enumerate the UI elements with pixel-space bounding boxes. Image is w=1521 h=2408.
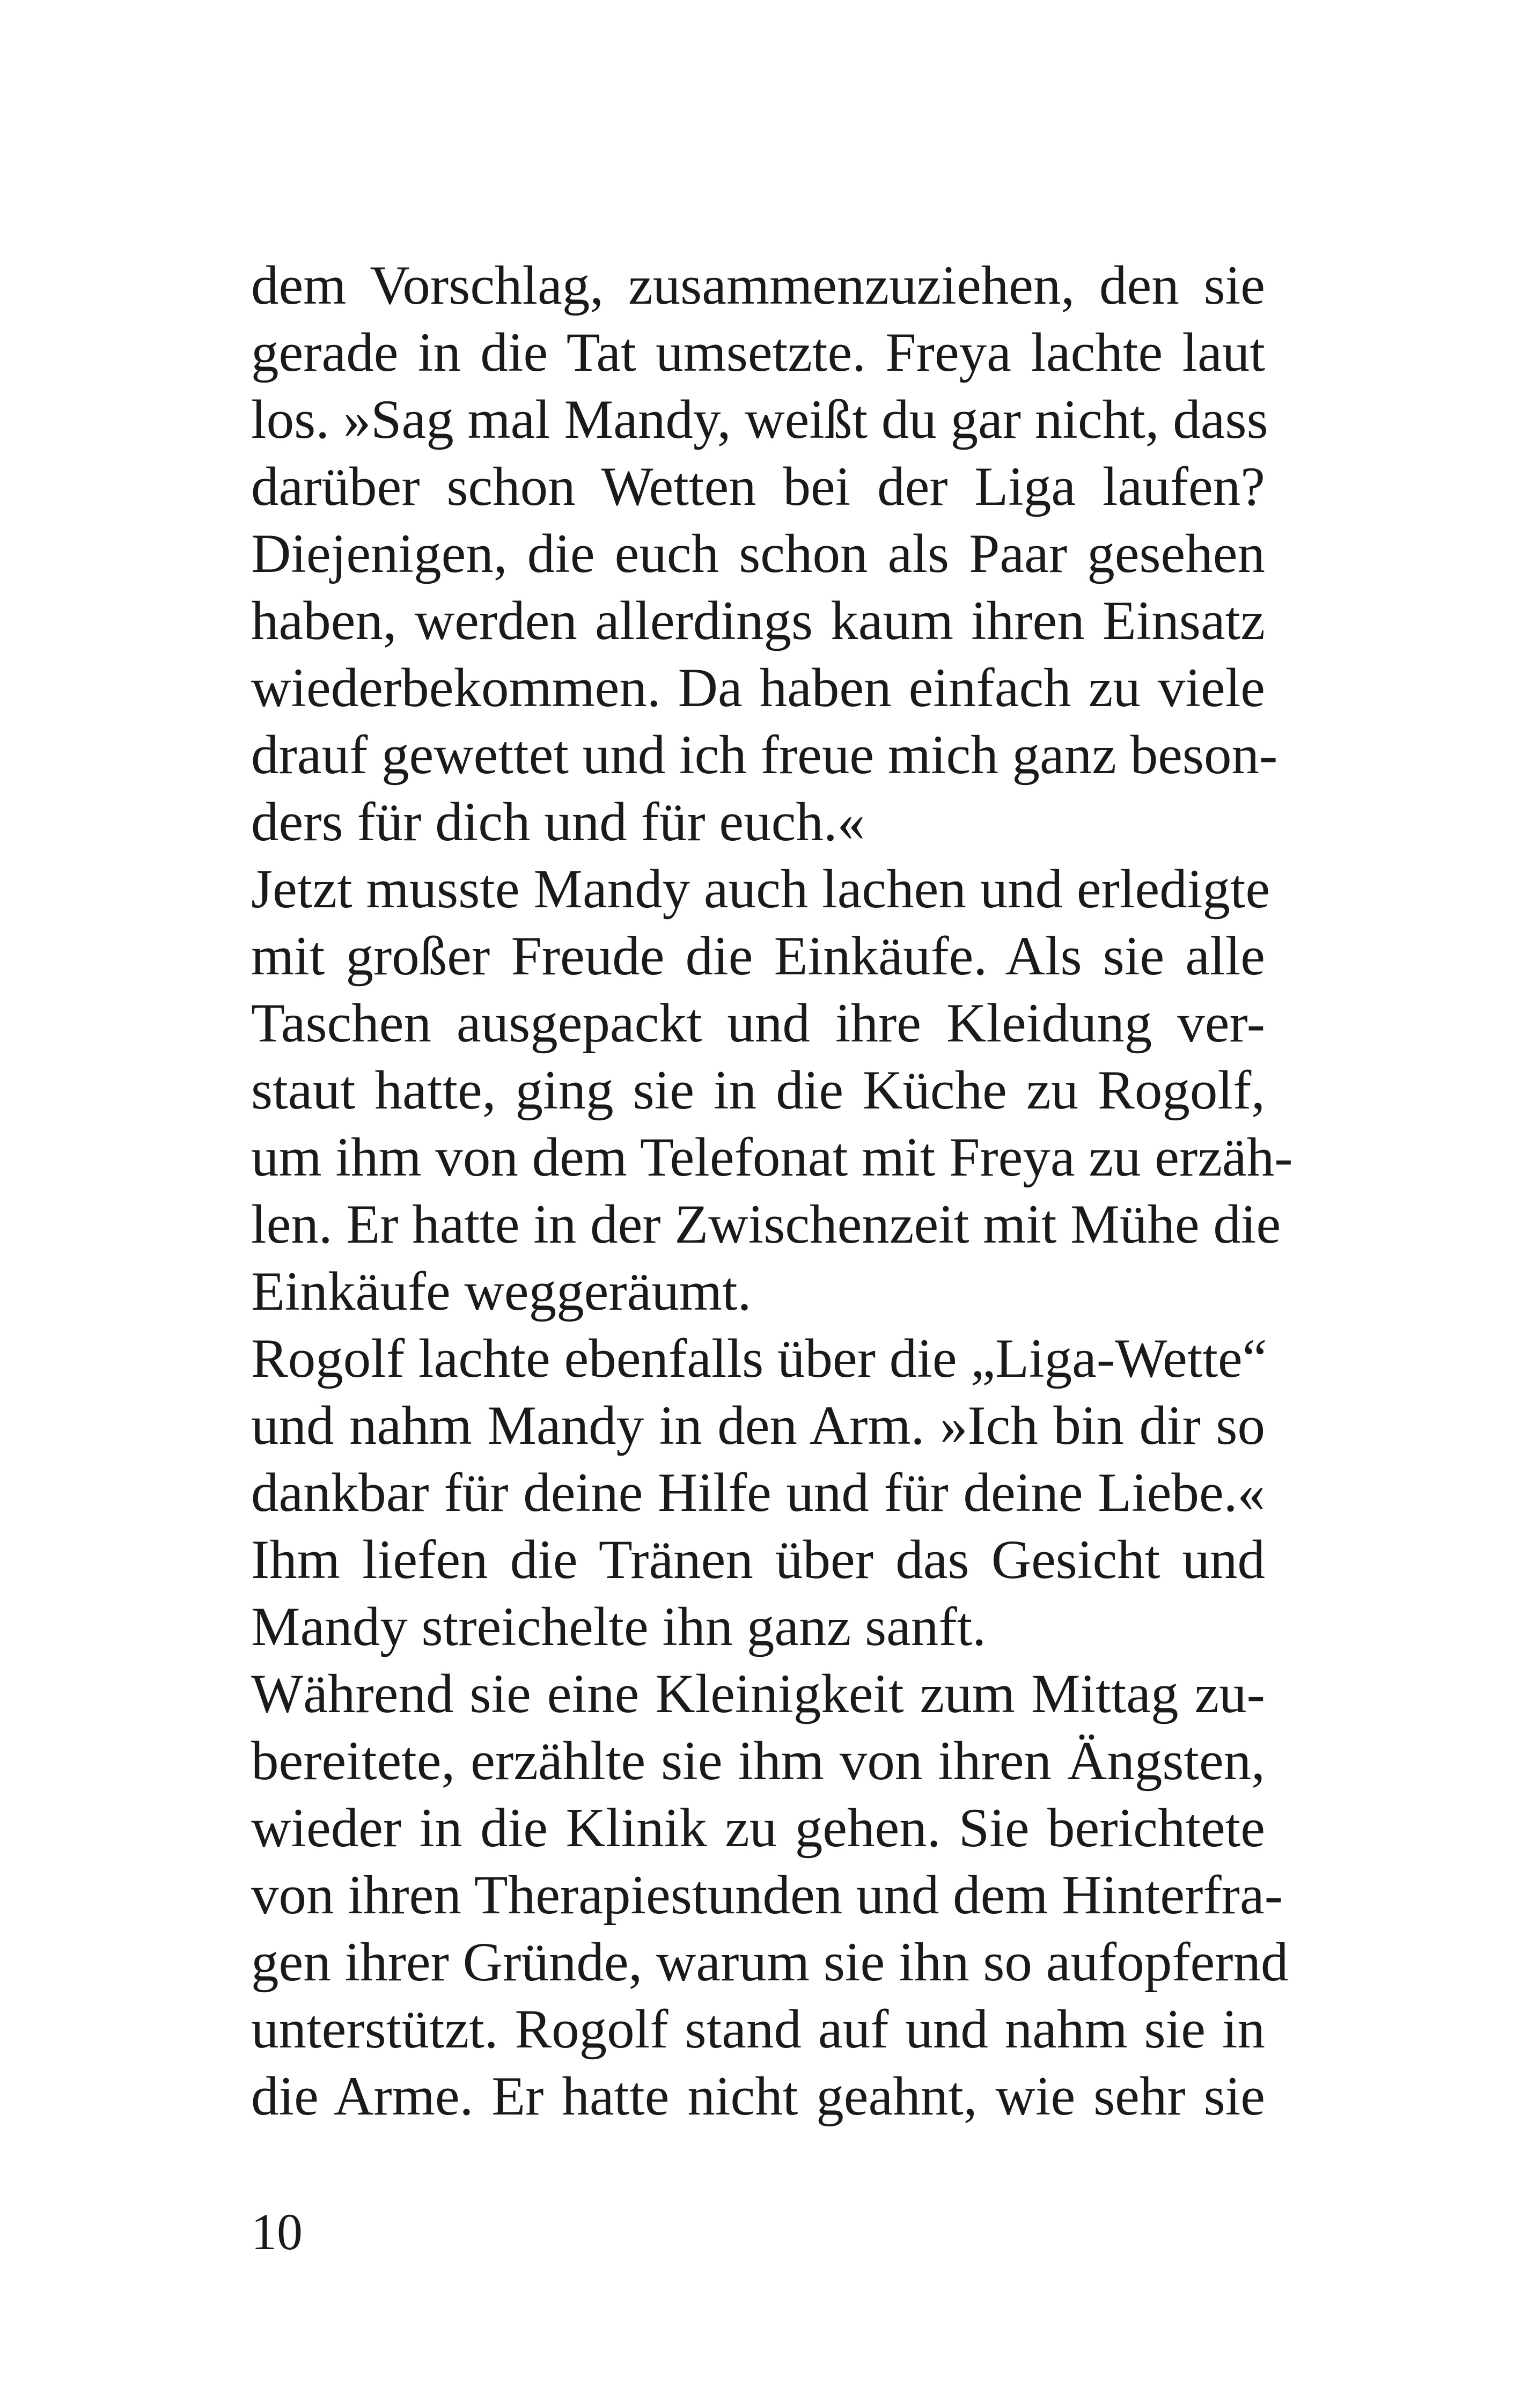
text-line: Diejenigen, die euch schon als Paar gesehen xyxy=(251,523,1265,584)
text-line: haben, werden allerdings kaum ihren Einsatz xyxy=(251,590,1265,651)
text-line: wieder in die Klinik zu gehen. Sie berichtete xyxy=(251,1797,1265,1859)
paragraph xyxy=(251,1661,1289,2130)
text-line: Einkäufe weggeräumt. xyxy=(251,1261,752,1322)
text-line: gen ihrer Gründe, warum sie ihn so aufopfernd xyxy=(251,1932,1289,1993)
paragraph xyxy=(251,252,1278,856)
body-text xyxy=(251,252,1293,2130)
paragraph xyxy=(251,856,1293,1325)
text-line: bereitete, erzählte sie ihm von ihren Ängsten, xyxy=(251,1730,1265,1792)
text-line: Mandy streichelte ihn ganz sanft. xyxy=(251,1596,987,1657)
text-line: drauf gewettet und ich freue mich ganz beson- xyxy=(251,724,1278,785)
text-line: darüber schon Wetten bei der Liga laufen? xyxy=(251,456,1265,517)
text-line: len. Er hatte in der Zwischenzeit mit Mühe die xyxy=(251,1194,1281,1255)
text-line: Jetzt musste Mandy auch lachen und erledigte xyxy=(251,858,1270,920)
page-number: 10 xyxy=(251,2203,303,2260)
text-line: dankbar für deine Hilfe und für deine Liebe.« xyxy=(251,1462,1265,1523)
text-line: Ihm liefen die Tränen über das Gesicht und xyxy=(251,1529,1265,1590)
text-line: und nahm Mandy in den Arm. »Ich bin dir so xyxy=(251,1395,1265,1456)
text-line: gerade in die Tat umsetzte. Freya lachte laut xyxy=(251,322,1265,383)
text-line: von ihren Therapiestunden und dem Hinterfra- xyxy=(251,1864,1283,1926)
text-line: mit großer Freude die Einkäufe. Als sie alle xyxy=(251,926,1265,987)
paragraph xyxy=(251,1325,1265,1661)
text-line: die Arme. Er hatte nicht geahnt, wie sehr sie xyxy=(251,2066,1265,2127)
text-line: los. »Sag mal Mandy, weißt du gar nicht, dass xyxy=(251,389,1268,450)
text-line: Taschen ausgepackt und ihre Kleidung ver- xyxy=(251,993,1265,1054)
text-line: staut hatte, ging sie in die Küche zu Rogolf, xyxy=(251,1060,1265,1121)
text-line: dem Vorschlag, zusammenzuziehen, den sie xyxy=(251,255,1265,316)
text-line: wiederbekommen. Da haben einfach zu viele xyxy=(251,657,1265,718)
text-line: Rogolf lachte ebenfalls über die „Liga-Wette“ xyxy=(251,1328,1267,1389)
text-line: ders für dich und für euch.« xyxy=(251,791,865,853)
text-line: um ihm von dem Telefonat mit Freya zu erzäh- xyxy=(251,1127,1293,1188)
text-line: Während sie eine Kleinigkeit zum Mittag zu- xyxy=(251,1663,1265,1724)
text-line: unterstützt. Rogolf stand auf und nahm sie in xyxy=(251,1999,1265,2060)
